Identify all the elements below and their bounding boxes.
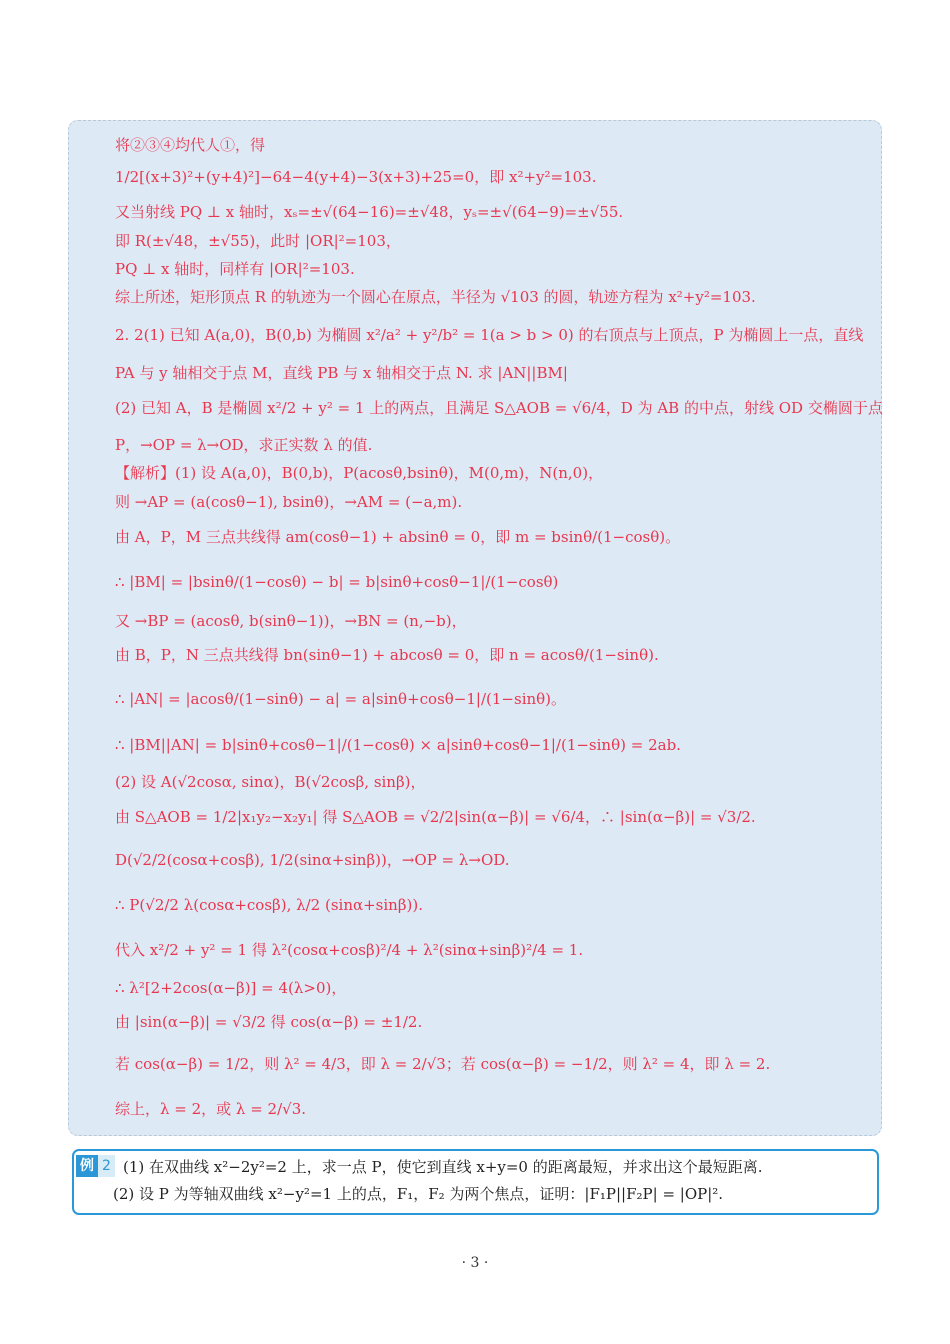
solution-line: PQ ⊥ x 轴时，同样有 |OR|²=103. (115, 260, 355, 278)
solution-line: 又当射线 PQ ⊥ x 轴时，xₛ=±√(64−16)=±√48，yₛ=±√(64−9)=±√55. (115, 203, 624, 221)
example-line-2: (2) 设 P 为等轴双曲线 x²−y²=1 上的点，F₁，F₂ 为两个焦点，证明：|F₁P||F₂P| = |OP|². (113, 1185, 724, 1203)
solution-line: (2) 设 A(√2cosα, sinα)，B(√2cosβ, sinβ)， (115, 773, 426, 791)
example-number: 2 (98, 1155, 115, 1177)
solution-line: ∴ λ²[2+2cos(α−β)] = 4(λ>0)， (115, 979, 347, 997)
example-tag (76, 1155, 115, 1177)
solution-line: 由 B，P，N 三点共线得 bn(sinθ−1) + abcosθ = 0，即 n = acosθ/(1−sinθ). (115, 646, 659, 664)
solution-line: 1/2[(x+3)²+(y+4)²]−64−4(y+4)−3(x+3)+25=0，即 x²+y²=103. (115, 168, 597, 186)
example-label: 例 (76, 1155, 98, 1177)
solution-line: 综上，λ = 2，或 λ = 2/√3. (115, 1100, 307, 1118)
solution-line: P，→OP = λ→OD，求正实数 λ 的值. (115, 436, 373, 454)
solution-line: D(√2/2(cosα+cosβ), 1/2(sinα+sinβ))，→OP = λ→OD. (115, 851, 510, 869)
solution-line: 则 →AP = (a(cosθ−1), bsinθ)，→AM = (−a,m). (115, 493, 463, 511)
example-line-1: (1) 在双曲线 x²−2y²=2 上，求一点 P，使它到直线 x+y=0 的距离最短，并求出这个最短距离. (123, 1158, 763, 1176)
solution-line: ∴ |BM||AN| = b|sinθ+cosθ−1|/(1−cosθ) × a|sinθ+cosθ−1|/(1−sinθ) = 2ab. (115, 736, 681, 754)
solution-line: 将②③④均代人①，得 (115, 136, 266, 154)
solution-line: 又 →BP = (acosθ, b(sinθ−1))，→BN = (n,−b)， (115, 612, 467, 630)
solution-line: ∴ P(√2/2 λ(cosα+cosβ), λ/2 (sinα+sinβ)). (115, 896, 423, 914)
solution-line: 2. 2(1) 已知 A(a,0)，B(0,b) 为椭圆 x²/a² + y²/b² = 1(a > b > 0) 的右顶点与上顶点，P 为椭圆上一点，直线 (115, 326, 864, 344)
solution-line: 由 A，P，M 三点共线得 am(cosθ−1) + absinθ = 0，即 m = bsinθ/(1−cosθ)。 (115, 528, 681, 546)
solution-line: 代入 x²/2 + y² = 1 得 λ²(cosα+cosβ)²/4 + λ²(sinα+sinβ)²/4 = 1. (115, 941, 584, 959)
solution-line: ∴ |BM| = |bsinθ/(1−cosθ) − b| = b|sinθ+cosθ−1|/(1−cosθ) (115, 573, 559, 591)
solution-line: 由 S△AOB = 1/2|x₁y₂−x₂y₁| 得 S△AOB = √2/2|sin(α−β)| = √6/4，∴ |sin(α−β)| = √3/2. (115, 808, 756, 826)
solution-line: PA 与 y 轴相交于点 M，直线 PB 与 x 轴相交于点 N. 求 |AN||BM| (115, 364, 568, 382)
solution-line: 即 R(±√48，±√55)，此时 |OR|²=103， (115, 232, 401, 250)
solution-line: 综上所述，矩形顶点 R 的轨迹为一个圆心在原点，半径为 √103 的圆，轨迹方程为 x²+y²=103. (115, 288, 756, 306)
solution-line: ∴ |AN| = |acosθ/(1−sinθ) − a| = a|sinθ+cosθ−1|/(1−sinθ)。 (115, 690, 567, 708)
page-number: · 3 · (461, 1255, 489, 1271)
solution-line: 若 cos(α−β) = 1/2，则 λ² = 4/3，即 λ = 2/√3；若 cos(α−β) = −1/2，则 λ² = 4，即 λ = 2. (115, 1055, 771, 1073)
solution-line: 【解析】(1) 设 A(a,0)，B(0,b)，P(acosθ,bsinθ)，M(0,m)，N(n,0)， (115, 464, 604, 482)
solution-line: 由 |sin(α−β)| = √3/2 得 cos(α−β) = ±1/2. (115, 1013, 423, 1031)
solution-line: (2) 已知 A，B 是椭圆 x²/2 + y² = 1 上的两点，且满足 S△AOB = √6/4，D 为 AB 的中点，射线 OD 交椭圆于点 (115, 399, 883, 417)
